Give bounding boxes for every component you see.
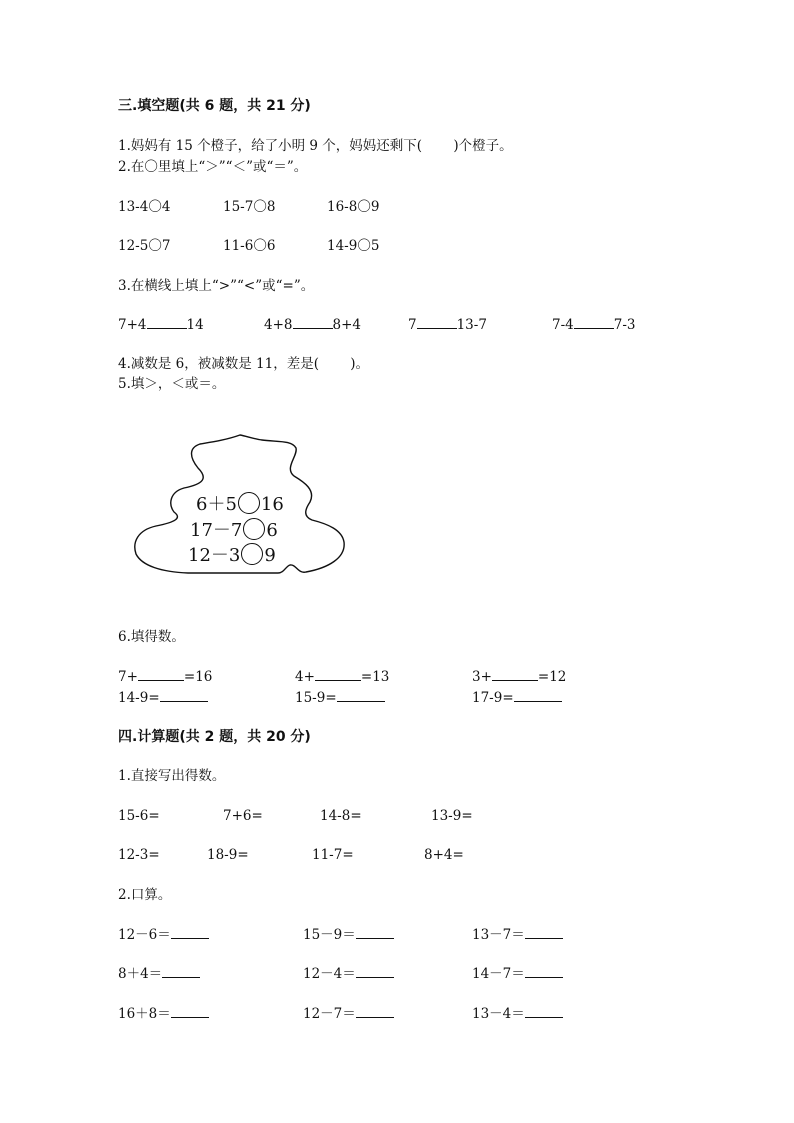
answer-blank[interactable] <box>315 668 361 681</box>
oral-expr: 16＋8＝ <box>118 1006 171 1022</box>
calc-item: 8+4= <box>424 847 464 863</box>
answer-blank[interactable] <box>417 316 457 329</box>
question-4: 4.减数是 6，被减数是 11，差是( )。 <box>118 356 370 372</box>
question-2: 2.在〇里填上“＞”“＜”或“＝”。 <box>118 159 308 175</box>
answer-blank[interactable] <box>160 689 208 702</box>
compare-item: 12-5〇7 <box>118 238 171 254</box>
question-3: 3.在横线上填上“>”“<”或“=”。 <box>118 278 315 294</box>
compare-item: 13-4〇4 <box>118 199 171 215</box>
tree-row <box>188 543 276 567</box>
fill-pre: 3+ <box>472 669 492 685</box>
answer-circle[interactable] <box>238 492 260 514</box>
tree-row <box>196 492 284 516</box>
calc-item: 15-6= <box>118 808 160 824</box>
oral-item <box>472 926 563 944</box>
tree-expr-right: 9 <box>264 545 276 566</box>
answer-circle[interactable] <box>241 543 263 565</box>
fill-pre: 4+ <box>295 669 315 685</box>
expr-left: 4+8 <box>264 317 293 333</box>
oral-item <box>118 965 200 983</box>
fill-item <box>295 689 385 707</box>
fill-post: =16 <box>183 669 213 685</box>
oral-item <box>472 965 563 983</box>
calc-item: 11-7= <box>312 847 354 863</box>
answer-blank[interactable] <box>514 689 562 702</box>
answer-blank[interactable] <box>171 1005 209 1018</box>
answer-blank[interactable] <box>525 965 563 978</box>
answer-blank[interactable] <box>356 1005 394 1018</box>
fill-pre: 17-9= <box>472 690 514 706</box>
oral-item <box>303 965 394 983</box>
answer-blank[interactable] <box>356 965 394 978</box>
compare-blank-item <box>264 316 361 334</box>
expr-right: 13-7 <box>456 317 487 333</box>
question-6: 6.填得数。 <box>118 629 185 645</box>
oral-expr: 15－9＝ <box>303 927 356 943</box>
answer-blank[interactable] <box>138 668 184 681</box>
answer-blank[interactable] <box>162 965 200 978</box>
fill-post: =13 <box>360 669 390 685</box>
oral-expr: 13－4＝ <box>472 1006 525 1022</box>
answer-blank[interactable] <box>525 1005 563 1018</box>
fill-pre: 7+ <box>118 669 138 685</box>
answer-blank[interactable] <box>525 926 563 939</box>
expr-right: 7-3 <box>613 317 636 333</box>
compare-blank-item <box>552 316 636 334</box>
calc-item: 7+6= <box>223 808 263 824</box>
question-4-1: 1.直接写出得数。 <box>118 768 226 784</box>
calc-item: 18-9= <box>207 847 249 863</box>
oral-item <box>118 926 209 944</box>
question-1: 1.妈妈有 15 个橙子，给了小明 9 个，妈妈还剩下( )个橙子。 <box>118 138 513 154</box>
oral-expr: 8＋4＝ <box>118 966 163 982</box>
expr-left: 7-4 <box>552 317 574 333</box>
tree-expr-left: 12－3 <box>188 545 241 566</box>
tree-row <box>190 518 278 542</box>
compare-item: 14-9〇5 <box>327 238 380 254</box>
expr-left: 7+4 <box>118 317 147 333</box>
tree-expr-left: 17－7 <box>190 520 243 541</box>
calc-item: 12-3= <box>118 847 160 863</box>
oral-expr: 14－7＝ <box>472 966 525 982</box>
fill-item <box>118 668 212 686</box>
fill-item <box>472 668 566 686</box>
compare-blank-item <box>408 316 487 334</box>
oral-expr: 13－7＝ <box>472 927 525 943</box>
calc-item: 14-8= <box>320 808 362 824</box>
answer-blank[interactable] <box>171 926 209 939</box>
fill-post: =12 <box>537 669 567 685</box>
answer-blank[interactable] <box>337 689 385 702</box>
oral-item <box>118 1005 209 1023</box>
fill-pre: 15-9= <box>295 690 337 706</box>
compare-item: 16-8〇9 <box>327 199 380 215</box>
oral-item <box>303 1005 394 1023</box>
answer-blank[interactable] <box>574 316 614 329</box>
fill-item <box>118 689 208 707</box>
fill-item <box>472 689 562 707</box>
expr-right: 14 <box>186 317 204 333</box>
answer-blank[interactable] <box>293 316 333 329</box>
answer-blank[interactable] <box>492 668 538 681</box>
answer-blank[interactable] <box>147 316 187 329</box>
fill-item <box>295 668 389 686</box>
answer-blank[interactable] <box>356 926 394 939</box>
oral-item <box>472 1005 563 1023</box>
tree-expr-right: 6 <box>266 520 278 541</box>
tree-expr-right: 16 <box>260 494 284 515</box>
oral-expr: 12－4＝ <box>303 966 356 982</box>
oral-expr: 12－6＝ <box>118 927 171 943</box>
answer-circle[interactable] <box>243 518 265 540</box>
calc-item: 13-9= <box>431 808 473 824</box>
oral-expr: 12－7＝ <box>303 1006 356 1022</box>
oral-item <box>303 926 394 944</box>
compare-blank-item <box>118 316 204 334</box>
tree-expr-left: 6＋5 <box>196 494 237 515</box>
expr-right: 8+4 <box>332 317 361 333</box>
compare-item: 15-7〇8 <box>223 199 276 215</box>
section-3-title: 三.填空题(共 6 题，共 21 分) <box>118 98 311 114</box>
section-4-title: 四.计算题(共 2 题，共 20 分) <box>118 729 311 745</box>
fill-pre: 14-9= <box>118 690 160 706</box>
compare-item: 11-6〇6 <box>223 238 276 254</box>
expr-left: 7 <box>408 317 417 333</box>
question-4-2: 2.口算。 <box>118 887 172 903</box>
question-5: 5.填＞，＜或＝。 <box>118 376 226 392</box>
